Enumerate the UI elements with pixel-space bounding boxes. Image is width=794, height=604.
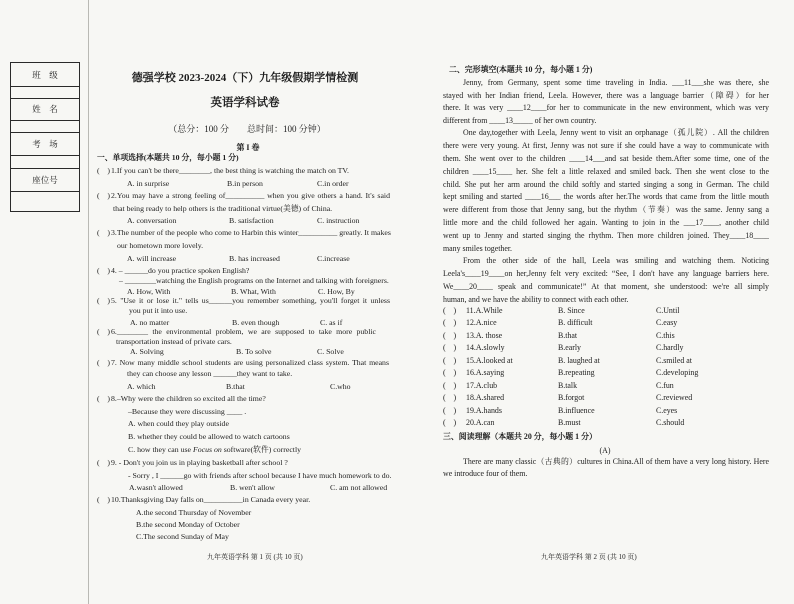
seat-number-label: 座位号 [11,168,79,192]
passage-line: many smiles together. [443,244,513,253]
question-text: 9. - Don't you join us in playing basketball after school ? [111,458,288,467]
option-a: 17.A.club [466,381,498,390]
option-c: C.this [656,331,675,340]
answer-bracket: ( ) [443,368,457,377]
passage-line: From the other side of the hall, Leela was smiling and watching them. Noticing [463,256,769,265]
section2-heading: 二、完形填空(本题共 10 分，每小题 1 分) [449,65,593,74]
answer-bracket: ( ) [97,191,110,200]
question-text: 5. "Use it or lose it." tells us______you remember something, you'll forget it unless [111,296,390,305]
question-text: 8.–Why were the children so excited all the time? [111,394,266,403]
passage-line: them. She went over to the children ____14___and sat beside them.After some time, one of the [443,154,769,163]
passage-line: different from ____13_____ of her own country. [443,116,597,125]
option-c-text: software(软件) correctly [221,445,302,454]
answer-bracket: ( ) [97,228,110,237]
option-b: B. even though [232,318,280,327]
answer-bracket: ( ) [97,495,110,504]
answer-bracket: ( ) [97,327,110,336]
option-c: C.smiled at [656,356,692,365]
passage-line: kept smiling and started ____16___ the words after her.The words that came from the little mouth [443,192,769,201]
option-a: 12.A.nice [466,318,497,327]
name-field [11,121,79,132]
question-text: 10.Thanksgiving Day falls on__________in Canada every year. [111,495,311,504]
option-b: B.that [226,382,245,391]
option-b: B.early [558,343,582,352]
page-footer-1: 九年英语学科 第 1 页 (共 10 页) [207,553,303,561]
answer-bracket: ( ) [97,296,110,305]
option-c: C.Until [656,306,680,315]
answer-bracket: ( ) [97,358,110,367]
option-b: B. satisfaction [229,216,274,225]
option-b: B.influence [558,406,595,415]
option-c: C. as if [320,318,343,327]
option-a: A. How, With [127,287,171,296]
question-text: –Because they were discussing ____ . [128,407,247,416]
answer-bracket: ( ) [97,166,110,175]
exam-room-label: 考 场 [11,132,79,156]
answer-bracket: ( ) [443,381,457,390]
software-name: Focus on [192,445,222,454]
option-a: A. conversation [127,216,177,225]
option-a: A. in surprise [127,179,170,188]
question-text: 1.If you can't be there________, the best thing is watching the match on TV. [111,166,350,175]
passage-line: Leela's____19____on her,Jenny felt very excited: “See, I don't have any language barriers here. [443,269,769,278]
option-a: 18.A.shared [466,393,505,402]
option-c: C. Solve [317,347,344,356]
question-text: - Sorry , I ______go with friends after school because I have much homework to do. [128,471,392,480]
page-footer-2: 九年英语学科 第 2 页 (共 10 页) [541,553,637,561]
option-c: C.reviewed [656,393,693,402]
answer-bracket: ( ) [443,406,457,415]
passage-line: little more and the child followed her again. Wanting to join in the ___17____, another child [443,218,769,227]
option-b: B. whether they could be allowed to watch cartoons [128,432,290,441]
passage-line: children ____15____ her. She felt a little relaxed and smiled back. Then she went close to the [443,167,769,176]
option-b: B.repeating [558,368,595,377]
option-c: C.easy [656,318,678,327]
passage-line: stayed with her Indian friend, Leela. However, there was a language barrier（障碍）for her [443,91,769,100]
passage-line: human, and we have the ability to connect with each other. [443,295,629,304]
option-a: 11.A.While [466,306,503,315]
option-b: B. wen't allow [230,483,275,492]
option-a: 16.A.saying [466,368,505,377]
option-b: B.talk [558,381,578,390]
option-b: B. What, With [231,287,276,296]
question-text: 2.You may have a strong feeling of__________ when you give others a hand. It's said [111,191,390,200]
volume-label: 第 I 卷 [236,143,260,152]
section3-heading: 三、阅读理解（本题共 20 分，每小题 1 分） [443,432,597,441]
exam-room-field [11,156,79,168]
option-a: 14.A.slowly [466,343,505,352]
option-b: B.the second Monday of October [136,520,240,529]
exam-subtitle: 英语学科试卷 [210,97,280,109]
option-b: B. laughed at [558,356,600,365]
passage-line: there were very young. At first, Jenny was not sure if she could have a way to communicate with [443,141,769,150]
option-c: C.developing [656,368,699,377]
option-c: C.The second Sunday of May [136,532,229,541]
exam-title: 德强学校 2023-2024（下）九年级假期学情检测 [131,72,359,84]
option-c: C. instruction [317,216,360,225]
option-a: A.the second Thursday of November [136,508,252,517]
passage-line: child. She put her arm around the child softly and started singing a song in German. The child [443,180,769,189]
name-label: 姓 名 [11,98,79,121]
score-time-info: （总分：100 分 总时间：100 分钟） [168,124,326,134]
option-b: B.that [558,331,578,340]
option-c: C.hardly [656,343,684,352]
option-a: A.wasn't allowed [129,483,183,492]
answer-bracket: ( ) [97,266,110,275]
seat-number-field [11,192,79,211]
option-c: C.increase [317,254,350,263]
option-b: B.must [558,418,581,427]
passage-line: We____20____ speak and communicate!” At that moment, she understood: we're all simply [443,282,769,291]
binding-line [88,0,89,604]
answer-bracket: ( ) [97,394,110,403]
passage-line: One day,together with Leela, Jenny went to visit an orphanage（孤儿院）. All the children [463,128,769,137]
option-c: C.in order [317,179,349,188]
question-text: 3.The number of the people who come to Harbin this winter__________ greatly. It makes [111,228,391,237]
passage-line: Jenny, from Germany, spent some time traveling in India. ___11___she was there, she [463,78,769,87]
question-text: transportation instead of private cars. [116,337,232,346]
passage-line: went up to Jenny and started singing the rhythm. Then more children joined. They____18____ [443,231,769,240]
question-text: our hometown more lovely. [117,241,204,250]
passage-line: we introduce four of them. [443,469,528,478]
option-a: 20.A.can [466,418,495,427]
question-text: 7. Now many middle school students are using personalized class system. That means [111,358,389,367]
student-info-box [10,62,80,212]
option-a: A. no matter [130,318,170,327]
option-c: C. How, By [318,287,355,296]
option-c: C.should [656,418,685,427]
option-a: 13.A. those [466,331,503,340]
option-b: B. To solve [236,347,272,356]
option-b: B.in person [227,179,263,188]
answer-bracket: ( ) [443,418,457,427]
class-label: 班 级 [11,63,79,87]
option-c: C. am not allowed [330,483,388,492]
answer-bracket: ( ) [443,331,457,340]
question-text: – ________watching the English programs on the Internet and talking with foreigners. [119,276,389,285]
reading-part-label: (A) [599,446,611,455]
passage-line: were different from those that Jenny sang, but the rhythm（节奏）was the same. Jenny sang a [443,205,769,214]
option-b: B. Since [558,306,585,315]
option-a: A. will increase [127,254,177,263]
section1-heading: 一、单项选择(本题共 10 分，每小题 1 分) [97,153,239,162]
question-text: you put it into use. [129,306,188,315]
question-text: 4. – ______do you practice spoken English? [111,266,250,275]
class-field [11,87,79,98]
answer-bracket: ( ) [443,318,457,327]
option-a: A. which [127,382,156,391]
option-c: C.eyes [656,406,678,415]
option-a: A. Solving [130,347,164,356]
option-b: B.forgot [558,393,585,402]
answer-bracket: ( ) [443,393,457,402]
option-c-text: C. how they can use [128,445,193,454]
option-a: 15.A.looked at [466,356,513,365]
option-a: 19.A.hands [466,406,502,415]
option-b: B. difficult [558,318,593,327]
question-text: that being ready to help others is the traditional virtue(美德) of China. [113,204,333,213]
option-c: C.who [330,382,351,391]
answer-bracket: ( ) [97,458,110,467]
question-text: 6.________ the environmental problem, we are supposed to take more public [111,327,376,336]
passage-line: there. It was very ____12____for her to communicate in the new environment, which was very [443,103,769,112]
answer-bracket: ( ) [443,343,457,352]
option-a: A. when could they play outside [128,419,229,428]
option-c [128,445,301,455]
question-text: they can choose any lesson ______they want to take. [127,369,293,378]
answer-bracket: ( ) [443,356,457,365]
answer-bracket: ( ) [443,306,457,315]
option-b: B. has increased [229,254,280,263]
passage-line: There are many classic（古典的）cultures in China.All of them have a very long history. Here [463,457,769,466]
option-c: C.fun [656,381,674,390]
